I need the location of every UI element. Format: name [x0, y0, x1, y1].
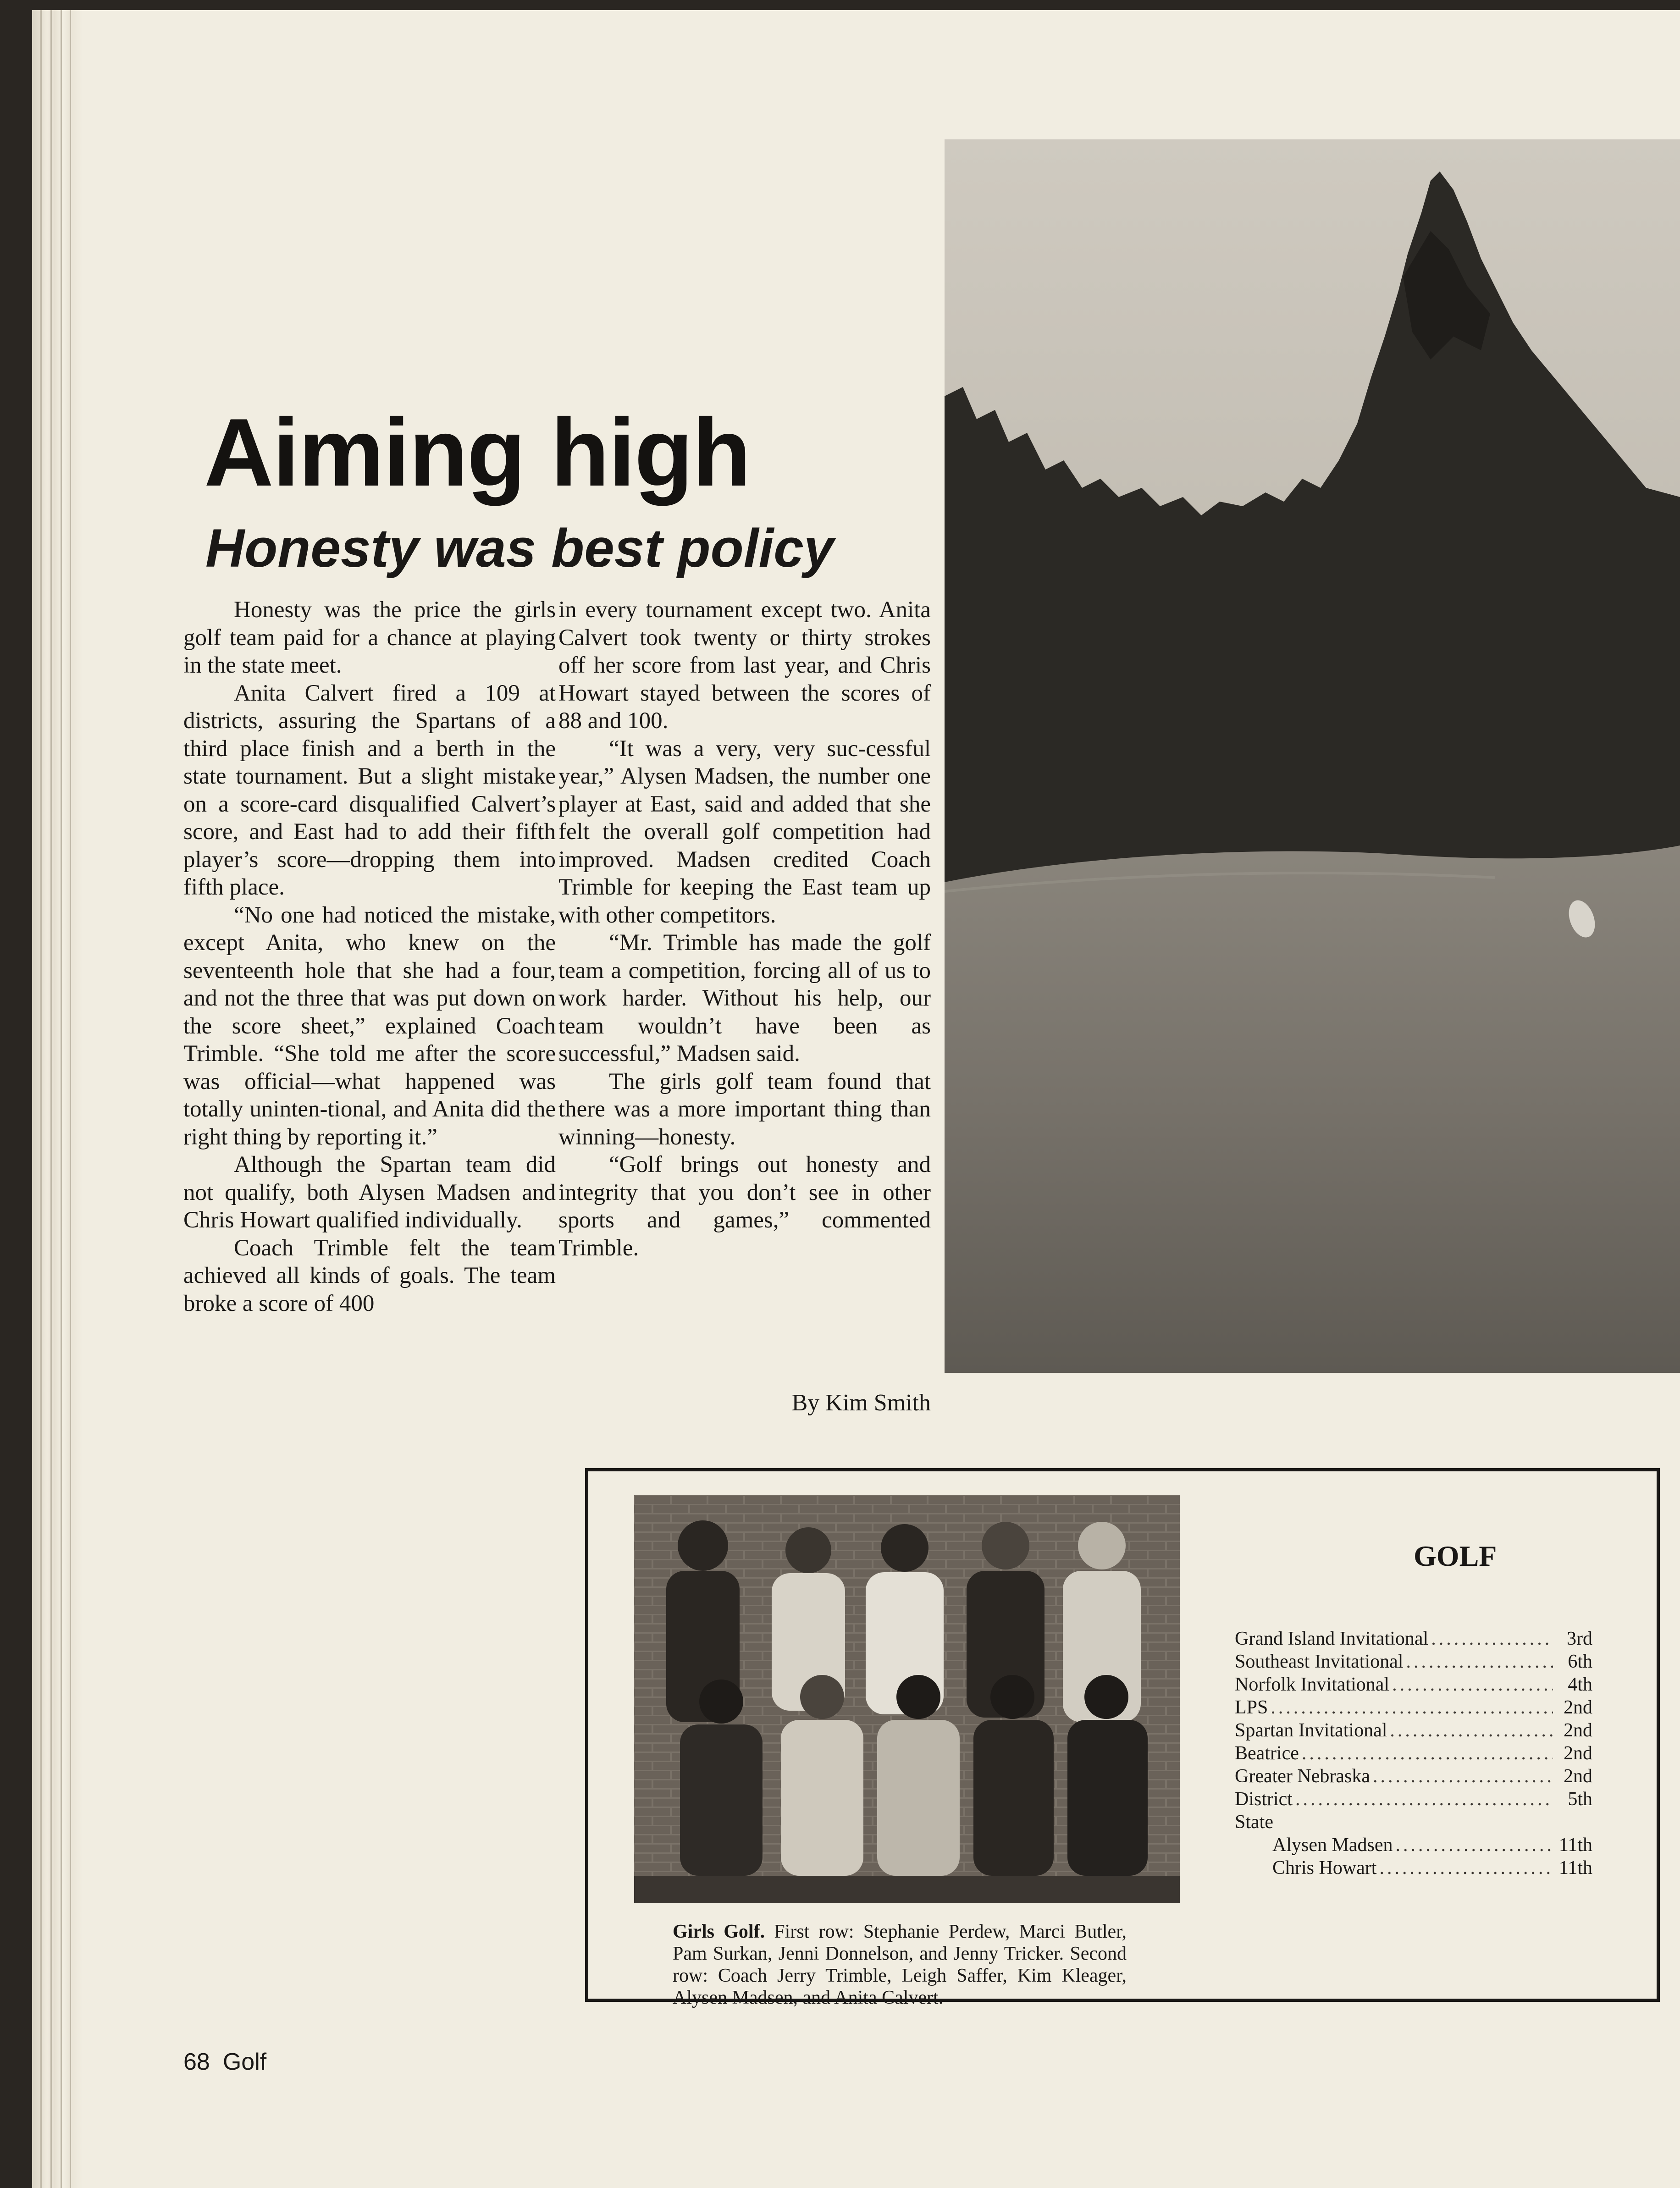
page-folio — [183, 2048, 279, 2076]
paragraph: Anita Calvert fired a 109 at districts, assuring the Spartans of a third place finish and a berth in the state tournament. But a slight mistake on a score-card disqualified Calvert’s score, and East had to add their fifth player’s score—dropping them into fifth place. — [183, 680, 556, 900]
paragraph: “It was a very, very suc-cessful year,” Alysen Madsen, the number one player at East, said and added that she felt the overall golf competition had improved. Madsen credited Coach Trimble for keeping the East team up with other competitors. — [558, 735, 931, 928]
leader-dots — [1271, 1696, 1553, 1719]
byline: By Kim Smith — [791, 1390, 931, 1416]
player-place: 11th — [1558, 1834, 1592, 1856]
event-place: 2nd — [1564, 1697, 1592, 1718]
event-place: 3rd — [1567, 1628, 1592, 1649]
results-list — [1235, 1627, 1592, 1879]
page-number: 68 — [183, 2049, 210, 2075]
event-place: 6th — [1568, 1651, 1592, 1672]
caption-lead: Girls Golf. — [673, 1921, 765, 1942]
paragraph: in every tournament except two. Anita Calvert took twenty or thirty strokes off her score from last year, and Chris Howart stayed between the scores of 88 and 100. — [558, 597, 931, 734]
results-title: GOLF — [1414, 1540, 1497, 1572]
leader-dots — [1395, 1834, 1553, 1856]
leader-dots — [1373, 1765, 1553, 1788]
result-row — [1235, 1673, 1592, 1696]
leader-dots — [1379, 1856, 1553, 1879]
event-name: Grand Island Invitational — [1235, 1628, 1429, 1649]
subheadline: Honesty was best policy — [205, 518, 834, 579]
photo-caption — [673, 1921, 1127, 2009]
state-result-row — [1235, 1834, 1592, 1856]
paragraph: Honesty was the price the girls golf team paid for a chance at playing in the state meet. — [183, 597, 556, 678]
event-name: Norfolk Invitational — [1235, 1674, 1390, 1695]
binding-line — [40, 10, 42, 2188]
event-name: LPS — [1235, 1697, 1268, 1718]
leader-dots — [1295, 1788, 1553, 1811]
result-row — [1235, 1627, 1592, 1650]
article-column-2 — [558, 596, 931, 1262]
event-place: 2nd — [1564, 1720, 1592, 1741]
team-results-box — [585, 1468, 1660, 2008]
paragraph: The girls golf team found that there was a more important thing than winning—honesty. — [558, 1068, 931, 1150]
state-label: State — [1235, 1812, 1273, 1833]
event-place: 5th — [1568, 1789, 1592, 1810]
page-binding — [32, 10, 83, 2188]
binding-line — [70, 10, 71, 2188]
headline: Aiming high — [204, 398, 751, 506]
result-row — [1235, 1696, 1592, 1719]
paragraph: “Golf brings out honesty and integrity that you don’t see in other sports and games,” commented Trimble. — [558, 1152, 931, 1261]
paragraph: Although the Spartan team did not qualify, both Alysen Madsen and Chris Howart qualified individually. — [183, 1152, 556, 1233]
leader-dots — [1390, 1719, 1553, 1742]
team-photo — [634, 1495, 1180, 1903]
leader-dots — [1392, 1673, 1553, 1696]
event-name: Spartan Invitational — [1235, 1720, 1387, 1741]
player-name: Alysen Madsen — [1272, 1834, 1393, 1856]
golf-course-photo — [945, 139, 1680, 1373]
result-row — [1235, 1719, 1592, 1742]
result-row — [1235, 1742, 1592, 1765]
event-place: 2nd — [1564, 1743, 1592, 1764]
leader-dots — [1431, 1627, 1553, 1650]
caption-text: First row: Stephanie Perdew, Marci Butler, Pam Surkan, Jenni Donnelson, and Jenny Tricker. Second row: Coach Jerry Trimble, Leigh Saffer, Kim Kleager, Alysen Madsen, and Anita Calvert. — [673, 1921, 1127, 2008]
event-place: 2nd — [1564, 1766, 1592, 1787]
yearbook-page — [32, 10, 1680, 2188]
result-row — [1235, 1788, 1592, 1811]
paragraph: “No one had noticed the mistake, except Anita, who knew on the seventeenth hole that she had a four, and not the three that was put down on the score sheet,” explained Coach Trimble. “She told me after the score was official—what happened was totally uninten-tional, and Anita did the right thing by reporting it.” — [183, 902, 556, 1150]
leader-dots — [1406, 1650, 1553, 1673]
article-column-1 — [183, 596, 556, 1317]
event-name: Greater Nebraska — [1235, 1766, 1370, 1787]
binding-line — [61, 10, 62, 2188]
paragraph: “Mr. Trimble has made the golf team a competition, forcing all of us to work harder. Without his help, our team wouldn’t have been as successful,” Madsen said. — [558, 930, 931, 1066]
event-name: Beatrice — [1235, 1743, 1299, 1764]
binding-line — [50, 10, 52, 2188]
event-place: 4th — [1568, 1674, 1592, 1695]
leader-dots — [1302, 1742, 1553, 1765]
state-result-row — [1235, 1856, 1592, 1879]
event-name: Southeast Invitational — [1235, 1651, 1404, 1672]
result-row — [1235, 1650, 1592, 1673]
event-name: District — [1235, 1789, 1293, 1810]
player-place: 11th — [1558, 1857, 1592, 1879]
paragraph: Coach Trimble felt the team achieved all kinds of goals. The team broke a score of 400 — [183, 1235, 556, 1316]
result-row — [1235, 1765, 1592, 1788]
section-name: Golf — [222, 2049, 267, 2075]
player-name: Chris Howart — [1272, 1857, 1377, 1879]
